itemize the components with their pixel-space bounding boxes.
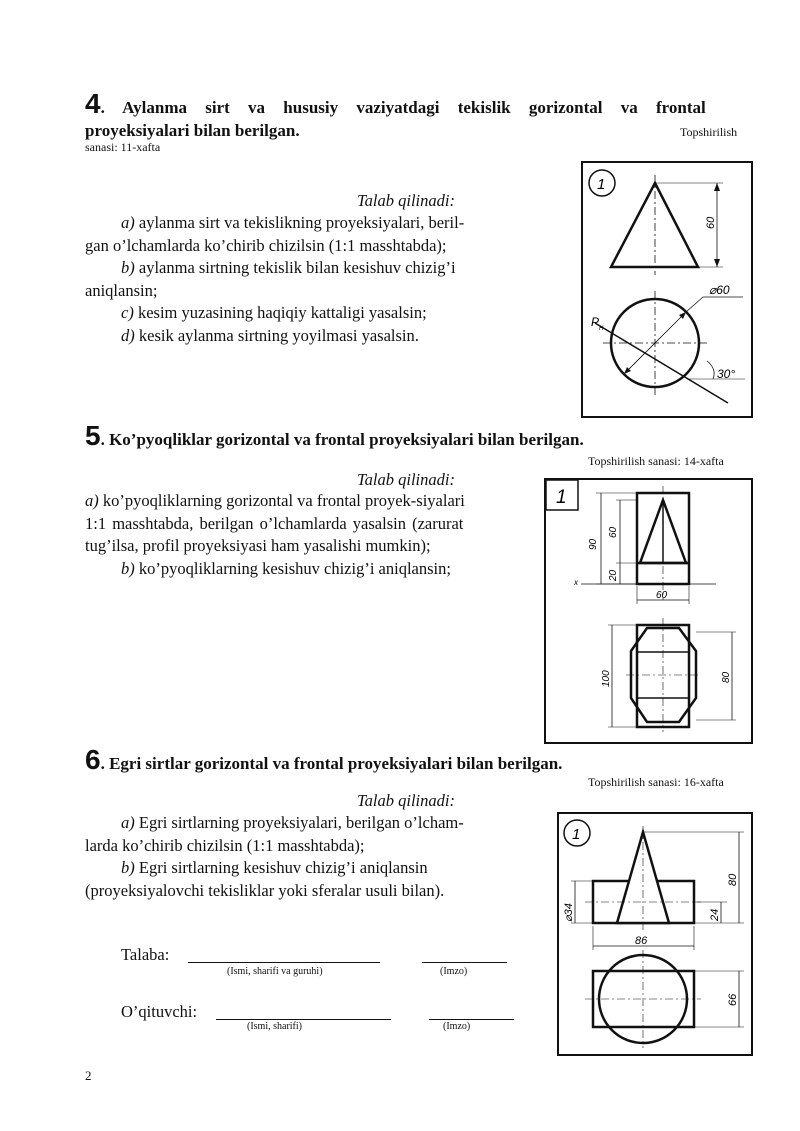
svg-text:100: 100 <box>601 670 612 687</box>
task6-figure <box>557 812 753 1056</box>
task4-dim-height: 60 <box>705 216 717 229</box>
task6-deadline: Topshirilish sanasi: 16-xafta <box>588 775 724 789</box>
task6-items <box>85 812 525 902</box>
task4-title-line2: proyeksiyalari bilan berilgan. <box>85 121 300 140</box>
student-name-line[interactable] <box>188 962 380 963</box>
svg-text:⌀34: ⌀34 <box>563 903 575 922</box>
teacher-signature-caption: (Imzo) <box>443 1021 471 1032</box>
task5-title: . Ko’pyoqliklar gorizontal va frontal proyeksiyalari bilan berilgan. <box>100 430 584 449</box>
svg-text:24: 24 <box>709 908 721 921</box>
task4-angle: 30° <box>717 367 736 381</box>
task4-plane: P <box>591 315 600 329</box>
task5-heading <box>85 420 584 452</box>
student-signature-line[interactable] <box>422 962 507 963</box>
task5-figure <box>544 478 753 744</box>
task4-item-a: a) aylanma sirt va tekislikning proyeksiyalari, beril- <box>121 213 465 232</box>
task5-required: Talab qilinadi: <box>357 470 455 489</box>
task6-heading <box>85 744 562 776</box>
svg-text:66: 66 <box>727 993 739 1006</box>
task5-items <box>85 490 525 580</box>
svg-text:80: 80 <box>721 671 732 683</box>
task4-item-b: b) aylanma sirtning tekislik bilan kesishuv chizig’i <box>121 258 456 277</box>
task5-fig-num: 1 <box>556 487 567 508</box>
task4-item-a-cont: gan o’lchamlarda ko’chirib chizilsin (1:1 masshtabda); <box>85 235 447 255</box>
cone-front-view <box>611 183 698 267</box>
task5-item-a: a) ko’pyoqliklarning gorizontal va frontal proyek-siyalari <box>85 491 465 510</box>
teacher-name-line[interactable] <box>216 1019 391 1020</box>
task4-fig-num: 1 <box>597 176 606 193</box>
task5-item-a-line2: 1:1 masshtabda, berilgan o’lchamlarda yasalsin (zarurat <box>85 513 464 533</box>
svg-text:60: 60 <box>608 526 619 538</box>
task4-number: 4 <box>85 88 101 119</box>
task4-deadline-a: Topshirilish <box>680 125 738 139</box>
task4-item-d: d) kesik aylanma sirtning yoyilmasi yasalsin. <box>121 325 419 345</box>
task5-number: 5 <box>85 420 101 451</box>
svg-text:20: 20 <box>608 569 619 581</box>
svg-text:86: 86 <box>635 935 648 947</box>
svg-text:x: x <box>574 578 578 587</box>
task5-item-a-line3: tug’ilsa, profil proyeksiyasi ham yasalishi mumkin); <box>85 536 431 555</box>
student-caption: (Ismi, sharifi va guruhi) <box>227 966 323 977</box>
student-signature-caption: (Imzo) <box>440 966 468 977</box>
svg-text:60: 60 <box>656 590 668 601</box>
task4-heading <box>85 88 745 120</box>
teacher-signature-line[interactable] <box>429 1019 514 1020</box>
task4-deadline-b: sanasi: 11-xafta <box>85 140 161 154</box>
task4-title-line1: . Aylanma sirt va hususiy vaziyatdagi tekislik gorizontal va frontal <box>100 98 706 117</box>
task4-figure <box>581 161 753 418</box>
task6-required: Talab qilinadi: <box>357 791 455 810</box>
student-label: Talaba: <box>121 945 170 964</box>
task6-item-a: a) Egri sirtlarning proyeksiyalari, berilgan o’lcham- <box>121 813 464 832</box>
task4-dim-diam: ⌀60 <box>709 283 730 297</box>
task6-item-b-line2: (proyeksiyalovchi tekisliklar yoki sferalar usuli bilan). <box>85 880 445 900</box>
task5-item-b: b) ko’pyoqliklarning kesishuv chizig’i aniqlansin; <box>121 558 451 578</box>
task6-item-a-line2: larda ko’chirib chizilsin (1:1 masshtabda); <box>85 835 365 855</box>
task6-item-b: b) Egri sirtlarning kesishuv chizig’i aniqlansin <box>121 858 428 877</box>
page-number: 2 <box>85 1068 92 1083</box>
svg-text:90: 90 <box>588 538 599 550</box>
task6-number: 6 <box>85 744 101 775</box>
svg-text:H: H <box>599 326 604 332</box>
task4-required: Talab qilinadi: <box>357 191 455 210</box>
task5-deadline: Topshirilish sanasi: 14-xafta <box>588 454 724 468</box>
teacher-caption: (Ismi, sharifi) <box>247 1021 302 1032</box>
task4-items <box>85 212 525 347</box>
task6-title: . Egri sirtlar gorizontal va frontal proyeksiyalari bilan berilgan. <box>100 754 563 773</box>
task4-item-c: c) kesim yuzasining haqiqiy kattaligi yasalsin; <box>121 303 427 322</box>
svg-text:80: 80 <box>727 873 739 886</box>
task4-item-b-cont: aniqlansin; <box>85 280 158 300</box>
task6-fig-num: 1 <box>572 826 581 843</box>
teacher-label: O’qituvchi: <box>121 1002 198 1021</box>
